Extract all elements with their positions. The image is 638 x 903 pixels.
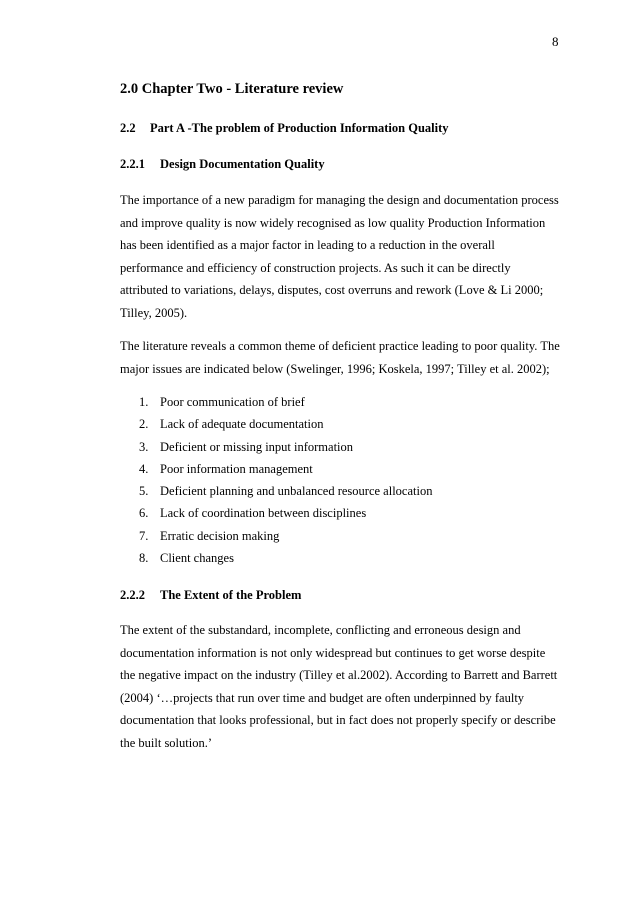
page-number: 8	[552, 34, 559, 49]
subsection-heading-design-documentation	[120, 156, 560, 172]
section-title: Part A -The problem of Production Information Quality	[150, 121, 449, 135]
chapter-title: 2.0 Chapter Two - Literature review	[120, 81, 344, 97]
list-item-text: Deficient or missing input information	[160, 439, 354, 454]
list-item-number: 1.	[139, 395, 149, 409]
subsection-number: 2.2.1	[120, 157, 145, 171]
list-item	[139, 480, 560, 502]
list-item-number: 7.	[139, 528, 149, 543]
page-content	[120, 80, 560, 754]
issues-list	[120, 391, 560, 569]
list-item	[139, 436, 560, 458]
list-item-text: Client changes	[160, 551, 234, 566]
list-item	[139, 502, 560, 524]
subsection-title: Design Documentation Quality	[160, 157, 325, 171]
list-item	[139, 391, 560, 413]
list-item-text: Poor information management	[160, 461, 313, 476]
list-item-text: Deficient planning and unbalanced resource allocation	[160, 484, 433, 499]
list-item-number: 8.	[139, 551, 149, 566]
list-item-text: Lack of coordination between disciplines	[160, 506, 367, 521]
list-item	[139, 525, 560, 547]
list-item-number: 5.	[139, 484, 149, 499]
list-item-text: Poor communication of brief	[160, 395, 305, 409]
subsection-heading-extent-of-problem	[120, 587, 560, 603]
list-item-number: 4.	[139, 461, 149, 476]
list-item-number: 2.	[139, 417, 149, 432]
list-item-number: 6.	[139, 506, 149, 521]
list-item-text: Lack of adequate documentation	[160, 417, 324, 432]
list-item-number: 3.	[139, 439, 149, 454]
subsection-number: 2.2.2	[120, 588, 145, 603]
subsection-title: The Extent of the Problem	[160, 588, 302, 603]
paragraph-extent-of-problem: The extent of the substandard, incomplete, conflicting and erroneous design and documentation information is not only widespread but continues to get worse despite the negative impact on the industry (Tilley et al.2002). According to Barrett and Barrett (2004) ‘…projects that run over time and budget are often underpinned by faulty documentation that looks professional, but in fact does not properly specify or describe the built solution.’	[120, 623, 558, 750]
list-item	[139, 547, 560, 569]
section-number: 2.2	[120, 121, 136, 135]
list-item	[139, 458, 560, 480]
paragraph-literature-issues: The literature reveals a common theme of deficient practice leading to poor quality. The major issues are indicated below (Swelinger, 1996; Koskela, 1997; Tilley et al. 2002);	[120, 339, 560, 376]
paragraph-design-quality: The importance of a new paradigm for managing the design and documentation process and improve quality is now widely recognised as low quality Production Information has been identified as a major factor in leading to a reduction in the overall performance and efficiency of construction projects. As such it can be directly attributed to variations, delays, disputes, cost overruns and rework (Love & Li 2000; Tilley, 2005).	[120, 193, 559, 320]
list-item	[139, 413, 560, 435]
section-heading	[120, 120, 560, 136]
list-item-text: Erratic decision making	[160, 528, 280, 543]
